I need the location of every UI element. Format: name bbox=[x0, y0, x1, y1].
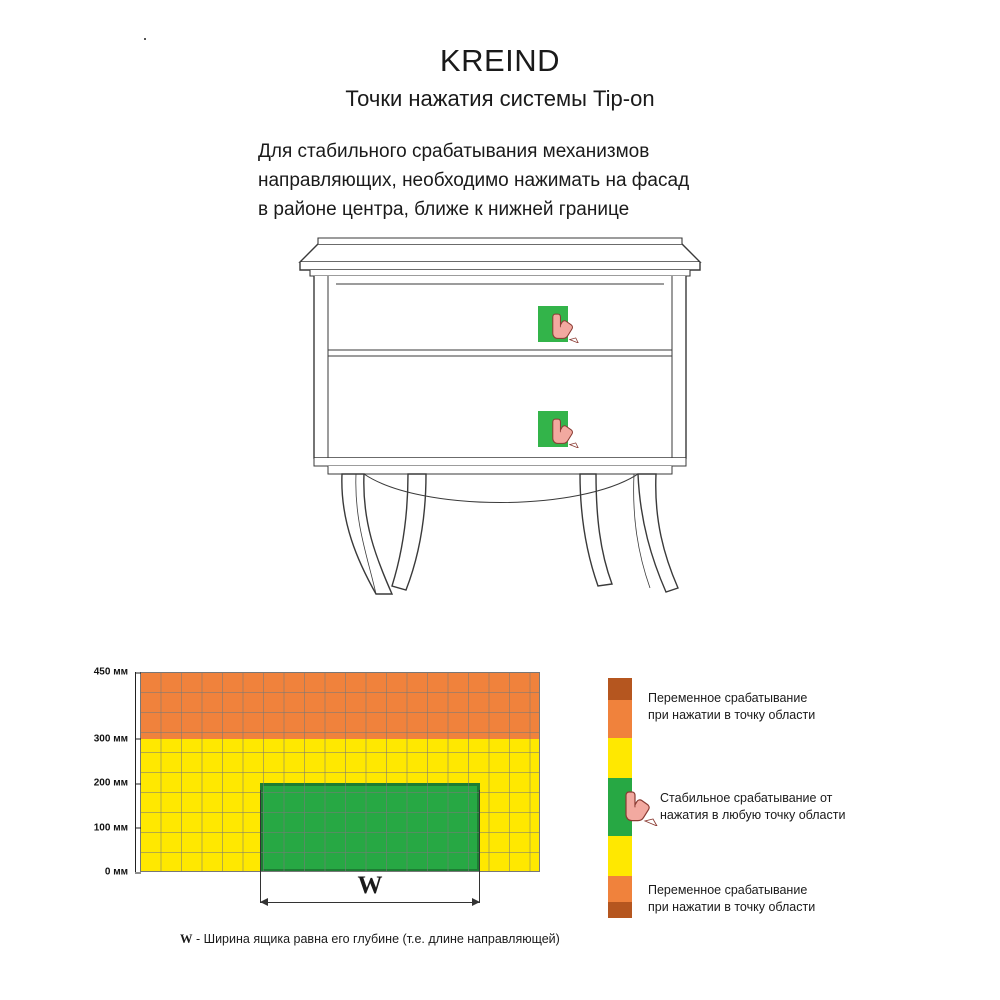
legend-seg-yellow-upper bbox=[608, 738, 632, 778]
legend-item-middle-line1: Стабильное срабатывание от bbox=[660, 791, 833, 805]
legend-seg-brown-top bbox=[608, 678, 632, 700]
y-axis bbox=[93, 666, 136, 878]
intro-line-1: Для стабильного срабатывания механизмов bbox=[258, 141, 650, 162]
width-note-text: - Ширина ящика равна его глубине (т.е. длине направляющей) bbox=[195, 932, 560, 946]
stray-dot bbox=[144, 38, 146, 40]
chart-outline bbox=[140, 672, 540, 872]
legend bbox=[608, 678, 938, 918]
legend-item-middle bbox=[660, 790, 845, 824]
brand-title: KREIND bbox=[439, 43, 561, 78]
legend-item-bottom bbox=[648, 882, 815, 916]
nightstand-illustration bbox=[280, 222, 720, 622]
legend-seg-orange-top bbox=[608, 700, 632, 738]
y-tick-450: 450 мм bbox=[94, 667, 135, 678]
y-tick-200: 200 мм bbox=[94, 778, 135, 789]
y-tick-100: 100 мм bbox=[94, 822, 135, 833]
legend-seg-brown-bottom bbox=[608, 902, 632, 918]
legend-seg-yellow-lower bbox=[608, 836, 632, 876]
legend-seg-orange-bottom bbox=[608, 876, 632, 902]
hand-pointer-icon bbox=[546, 309, 580, 343]
press-point-bottom-drawer[interactable] bbox=[538, 411, 568, 447]
hand-pointer-icon bbox=[546, 414, 580, 448]
press-point-top-drawer[interactable] bbox=[538, 306, 568, 342]
width-note bbox=[180, 932, 560, 947]
legend-item-top-line2: при нажатии в точку области bbox=[648, 707, 816, 722]
legend-item-top bbox=[648, 690, 815, 724]
legend-item-top-line1: Переменное срабатывание bbox=[648, 691, 808, 705]
legend-item-bottom-line2: при нажатии в точку области bbox=[648, 899, 816, 914]
legend-item-middle-line2: нажатия в любую точку области bbox=[660, 807, 846, 822]
width-dimension bbox=[260, 872, 480, 922]
y-tick-300: 300 мм bbox=[94, 733, 135, 744]
width-note-symbol: W bbox=[180, 932, 193, 946]
intro-line-3: в районе центра, ближе к нижней границе bbox=[258, 198, 630, 220]
title-block bbox=[0, 44, 1000, 112]
hand-pointer-icon bbox=[618, 786, 658, 826]
dim-line-horizontal bbox=[260, 902, 480, 903]
page-subtitle: Точки нажатия системы Tip-on bbox=[345, 86, 655, 112]
intro-line-2: направляющих, необходимо нажимать на фасад bbox=[258, 169, 690, 191]
width-label: W bbox=[357, 872, 383, 899]
legend-item-bottom-line1: Переменное срабатывание bbox=[648, 883, 808, 897]
press-zone-heatmap bbox=[93, 666, 540, 899]
intro-paragraph bbox=[258, 138, 778, 225]
y-tick-0: 0 мм bbox=[105, 867, 135, 878]
